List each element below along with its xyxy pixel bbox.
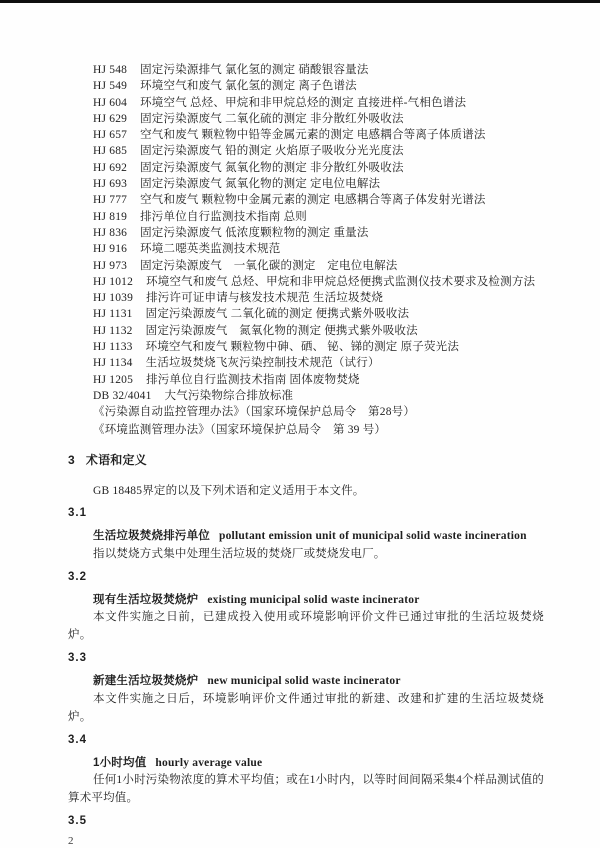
standard-code: HJ 685 bbox=[93, 145, 128, 158]
term-definition: 本文件实施之日后，环境影响评价文件通过审批的新建、改建和扩建的生活垃圾焚烧炉。 bbox=[68, 692, 544, 723]
reference-item bbox=[68, 62, 544, 78]
section-number: 3 bbox=[68, 453, 75, 468]
term-line bbox=[68, 756, 544, 772]
reference-item bbox=[68, 306, 544, 322]
clause-number: 3.2 bbox=[68, 570, 87, 583]
standard-title: 固定污染源废气 二氧化硫的测定 非分散红外吸收法 bbox=[140, 112, 404, 125]
reference-item bbox=[68, 143, 544, 159]
standard-title: 固定污染源废气 氮氧化物的测定 定电位电解法 bbox=[140, 178, 381, 191]
clause-number: 3.3 bbox=[68, 652, 87, 665]
reference-item bbox=[68, 209, 544, 225]
reference-item bbox=[68, 160, 544, 176]
page-top-border bbox=[0, 0, 600, 3]
reference-item bbox=[68, 241, 544, 257]
reference-item bbox=[68, 339, 544, 355]
standard-title: 排污许可证申请与核发技术规范 生活垃圾焚烧 bbox=[146, 292, 384, 305]
term-definition: 指以焚烧方式集中处理生活垃圾的焚烧厂或焚烧发电厂。 bbox=[93, 547, 386, 560]
clause-number: 3.4 bbox=[68, 733, 87, 746]
standard-code: HJ 836 bbox=[93, 226, 128, 239]
term-name-en: existing municipal solid waste incinerator bbox=[207, 593, 420, 606]
page-number: 2 bbox=[68, 835, 74, 848]
standard-title: 固定污染源废气 氮氧化物的测定 非分散红外吸收法 bbox=[140, 161, 404, 174]
reference-item bbox=[68, 225, 544, 241]
clause-number-next: 3.5 bbox=[68, 815, 87, 828]
standard-title: 固定污染源废气 一氧化碳的测定 定电位电解法 bbox=[140, 259, 398, 272]
reference-item bbox=[68, 372, 544, 388]
standard-code: HJ 1133 bbox=[93, 341, 133, 354]
standard-title: 排污单位自行监测技术指南 固体废物焚烧 bbox=[146, 373, 360, 386]
standard-code: HJ 693 bbox=[93, 178, 128, 191]
section-heading bbox=[68, 452, 544, 469]
standard-title: 固定污染源废气 二氧化硫的测定 便携式紫外吸收法 bbox=[145, 308, 410, 321]
normative-references-list bbox=[68, 62, 544, 404]
reference-item bbox=[68, 95, 544, 111]
standard-code: HJ 629 bbox=[93, 112, 128, 125]
term-definition-block bbox=[68, 569, 544, 645]
term-name-zh: 新建生活垃圾焚烧炉 bbox=[93, 675, 199, 688]
standard-title: 固定污染源废气 铅的测定 火焰原子吸收分光光度法 bbox=[140, 145, 404, 158]
reference-item bbox=[68, 323, 544, 339]
standard-code: HJ 973 bbox=[93, 259, 128, 272]
standard-code: DB 32/4041 bbox=[93, 389, 152, 402]
admin-reference-item: 《污染源自动监控管理办法》（国家环境保护总局令 第28号） bbox=[93, 406, 416, 419]
standard-code: HJ 1205 bbox=[93, 373, 134, 386]
term-definition: 本文件实施之日前，已建成投入使用或环境影响评价文件已通过审批的生活垃圾焚烧炉。 bbox=[68, 611, 544, 642]
standard-code: HJ 604 bbox=[93, 96, 128, 109]
reference-item bbox=[68, 78, 544, 94]
standard-code: HJ 1132 bbox=[93, 324, 133, 337]
terms-and-definitions bbox=[68, 505, 544, 807]
reference-item bbox=[68, 355, 544, 371]
reference-item bbox=[68, 192, 544, 208]
term-name-en: pollutant emission unit of municipal solid waste incineration bbox=[219, 530, 527, 543]
administrative-references-list bbox=[68, 404, 544, 439]
standard-title: 空气和废气 颗粒物中铅等金属元素的测定 电感耦合等离子体质谱法 bbox=[140, 129, 486, 142]
standard-code: HJ 1039 bbox=[93, 292, 134, 305]
standard-title: 环境空气和废气 总烃、甲烷和非甲烷总烃便携式监测仪技术要求及检测方法 bbox=[146, 275, 536, 288]
term-line bbox=[68, 593, 544, 609]
standard-title: 环境空气和废气 氯化氢的测定 离子色谱法 bbox=[140, 80, 357, 93]
standard-title: 生活垃圾焚烧飞灰污染控制技术规范（试行） bbox=[145, 357, 380, 370]
reference-item bbox=[68, 258, 544, 274]
term-definition: 任何1小时污染物浓度的算术平均值；或在1小时内，以等时间间隔采集4个样品测试值的算术平均值。 bbox=[68, 774, 544, 805]
term-line bbox=[68, 674, 544, 690]
standard-title: 空气和废气 颗粒物中金属元素的测定 电感耦合等离子体发射光谱法 bbox=[140, 194, 486, 207]
standard-code: HJ 916 bbox=[93, 243, 128, 256]
standard-code: HJ 1134 bbox=[93, 357, 133, 370]
reference-item bbox=[68, 290, 544, 306]
standard-title: 固定污染源废气 氮氧化物的测定 便携式紫外吸收法 bbox=[145, 324, 418, 337]
standard-code: HJ 548 bbox=[93, 64, 128, 76]
section-title: 术语和定义 bbox=[85, 453, 147, 468]
standard-title: 固定污染源排气 氯化氢的测定 硝酸银容量法 bbox=[140, 64, 369, 76]
standard-code: HJ 777 bbox=[93, 194, 128, 207]
reference-item bbox=[68, 111, 544, 127]
term-definition-block bbox=[68, 650, 544, 726]
term-definition-block bbox=[68, 732, 544, 808]
term-line bbox=[68, 529, 544, 545]
standard-code: HJ 1131 bbox=[93, 308, 133, 321]
standard-code: HJ 819 bbox=[93, 210, 128, 223]
admin-reference-item: 《环境监测管理办法》（国家环境保护总局令 第 39 号） bbox=[93, 423, 387, 436]
term-definition-block bbox=[68, 505, 544, 563]
standard-title: 大气污染物综合排放标准 bbox=[164, 389, 294, 402]
term-name-en: new municipal solid waste incinerator bbox=[207, 675, 401, 688]
standard-code: HJ 549 bbox=[93, 80, 128, 93]
standard-code: HJ 657 bbox=[93, 129, 128, 142]
standard-title: 排污单位自行监测技术指南 总则 bbox=[140, 210, 307, 223]
standard-code: HJ 692 bbox=[93, 161, 128, 174]
term-name-zh: 现有生活垃圾焚烧炉 bbox=[93, 593, 199, 606]
standard-title: 环境二噁英类监测技术规范 bbox=[140, 243, 281, 256]
reference-item bbox=[68, 274, 544, 290]
term-name-zh: 1小时均值 bbox=[93, 756, 147, 769]
term-name-en: hourly average value bbox=[155, 756, 263, 769]
section-intro: GB 18485界定的以及下列术语和定义适用于本文件。 bbox=[93, 485, 365, 498]
reference-item bbox=[68, 127, 544, 143]
term-name-zh: 生活垃圾焚烧排污单位 bbox=[93, 530, 210, 543]
standard-code: HJ 1012 bbox=[93, 275, 134, 288]
standard-title: 固定污染源废气 低浓度颗粒物的测定 重量法 bbox=[140, 226, 369, 239]
reference-item bbox=[68, 176, 544, 192]
standard-title: 环境空气 总烃、甲烷和非甲烷总烃的测定 直接进样-气相色谱法 bbox=[140, 96, 467, 109]
reference-item bbox=[68, 388, 544, 404]
standard-title: 环境空气和废气 颗粒物中砷、硒、 铋、锑的测定 原子荧光法 bbox=[145, 341, 460, 354]
clause-number: 3.1 bbox=[68, 507, 87, 520]
